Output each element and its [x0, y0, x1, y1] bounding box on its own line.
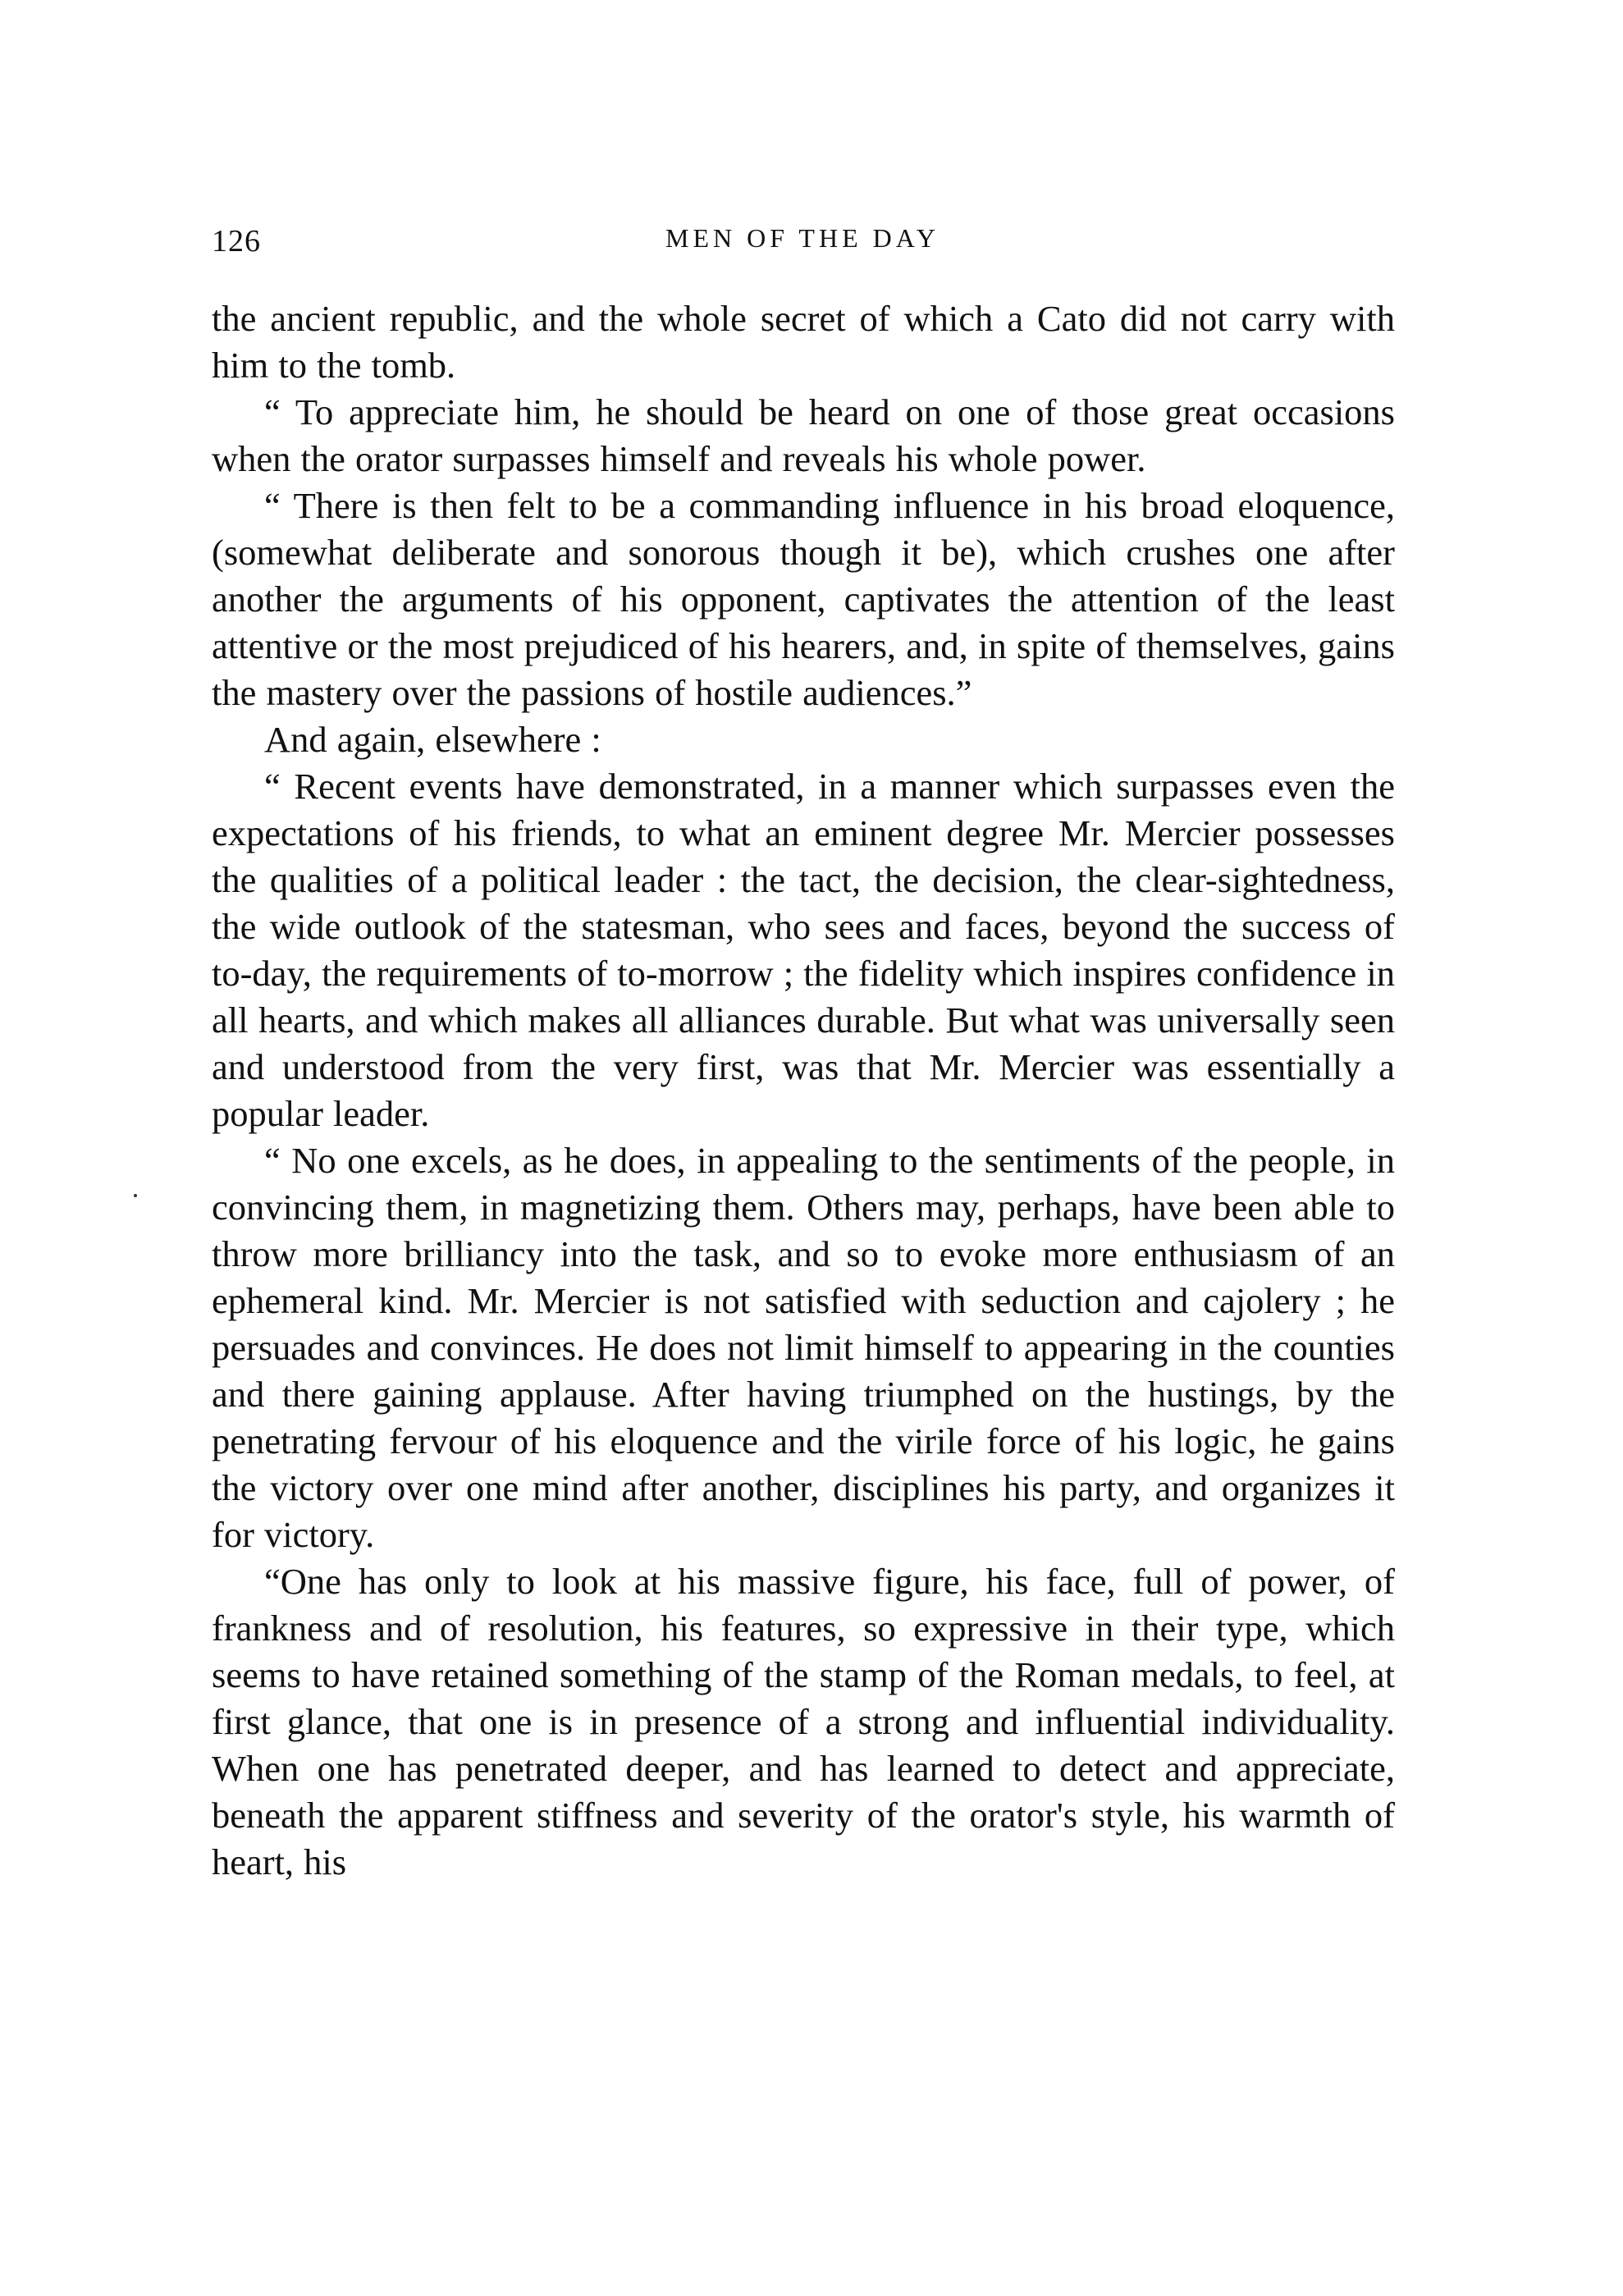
paragraph: “ To appreciate him, he should be heard on one of those great occasions when the orator surpasses himself and reveals his whole power.	[212, 391, 1395, 479]
paragraph: the ancient republic, and the whole secret of which a Cato did not carry with him to the tomb.	[212, 298, 1395, 386]
body-text	[212, 295, 1395, 1886]
paragraph: “One has only to look at his massive figure, his face, full of power, of frankness and of resolution, his features, so expressive in their type, which seems to have retained something of the stamp of the Roman medals, to feel, at first glance, that one is in presence of a strong and influential individuality. When one has penetrated deeper, and has learned to detect and appreciate, beneath the apparent stiffness and severity of the orator's style, his warmth of heart, his	[212, 1561, 1395, 1882]
paragraph: And again, elsewhere :	[264, 719, 601, 760]
paragraph: “ No one excels, as he does, in appealing to the sentiments of the people, in convincing them, in magnetizing them. Others may, perhaps, have been able to throw more brilliancy into the task, and so to evoke more enthusiasm of an ephemeral kind. Mr. Mercier is not satisfied with seduction and cajolery ; he persuades and convinces. He does not limit himself to appearing in the counties and there gaining applause. After having triumphed on the hustings, by the penetrating fervour of his eloquence and the virile force of his logic, he gains the victory over one mind after another, disciplines his party, and organizes it for victory.	[212, 1140, 1395, 1555]
paragraph: “ There is then felt to be a commanding influence in his broad eloquence, (somewhat deliberate and sonorous though it be), which crushes one after another the arguments of his opponent, captivates the attention of the least attentive or the most prejudiced of his hearers, and, in spite of themselves, gains the mastery over the passions of hostile audiences.”	[212, 485, 1395, 713]
scan-speck	[134, 1194, 137, 1197]
page-number: 126	[212, 224, 261, 258]
page-header	[212, 223, 1393, 264]
paragraph: “ Recent events have demonstrated, in a manner which surpasses even the expectations of his friends, to what an eminent degree Mr. Mercier possesses the qualities of a political leader : the tact, the decision, the clear-sightedness, the wide outlook of the statesman, who sees and faces, beyond the success of to-day, the requirements of to-morrow ; the fidelity which inspires confidence in all hearts, and which makes all alliances durable. But what was universally seen and understood from the very first, was that Mr. Mercier was essentially a popular leader.	[212, 766, 1395, 1134]
running-head: MEN OF THE DAY	[665, 223, 940, 253]
